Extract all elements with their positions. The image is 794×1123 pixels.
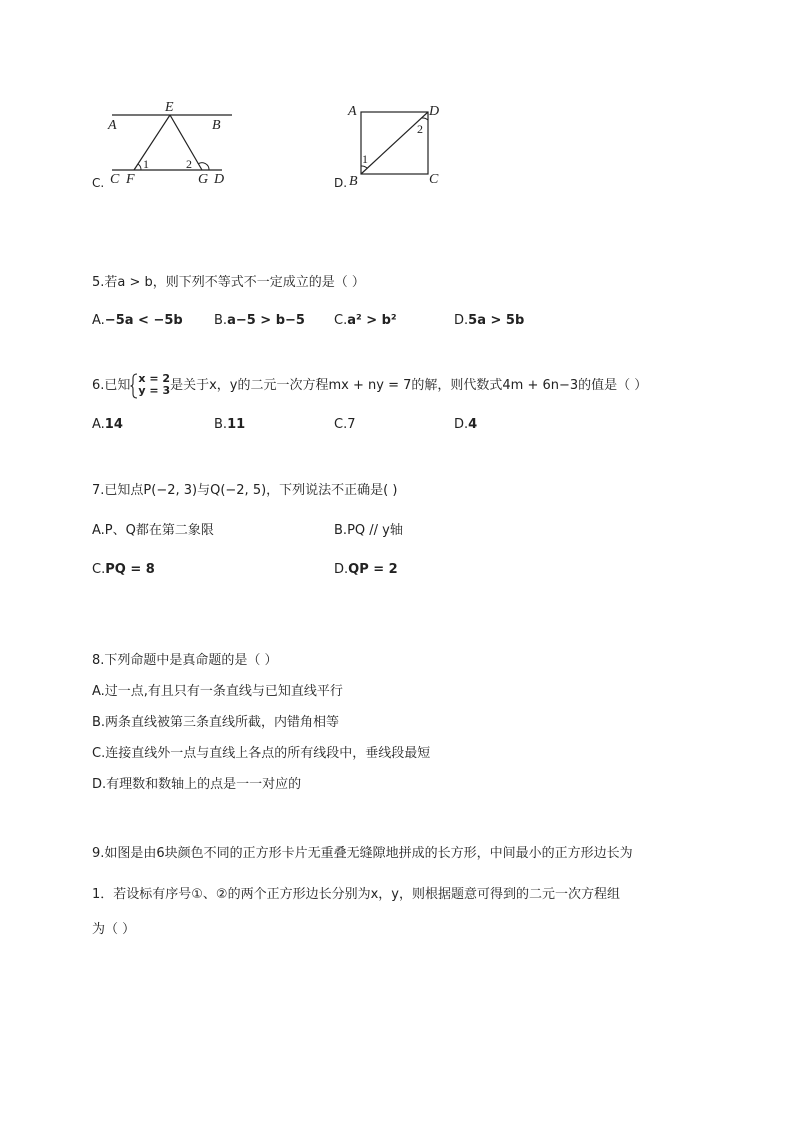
point-c: C xyxy=(429,172,439,187)
point-d: D xyxy=(429,104,440,119)
option-label: D. xyxy=(334,562,349,577)
system-line-2: y = 3 xyxy=(138,384,171,397)
q7-stem: 7.已知点P(−2, 3)与Q(−2, 5)，下列说法不正确是( ) xyxy=(92,483,398,498)
option-text: 7 xyxy=(347,417,356,432)
q9-line-3: 为（ ） xyxy=(92,922,136,937)
angle-2-label: 2 xyxy=(186,157,192,171)
q5-option-a xyxy=(92,312,183,330)
point-g: G xyxy=(198,172,209,187)
figure-d-option-label: D. xyxy=(334,176,348,190)
option-label: A. xyxy=(92,523,105,538)
option-text: QP = 2 xyxy=(348,562,398,577)
figure-d xyxy=(334,100,454,195)
option-label: A. xyxy=(92,313,105,328)
q5-option-b xyxy=(214,312,305,330)
angle-2-label: 2 xyxy=(417,122,423,136)
option-label: B. xyxy=(214,313,228,328)
angle-1-label: 1 xyxy=(362,152,368,166)
q8-option-d: D.有理数和数轴上的点是一一对应的 xyxy=(92,777,302,792)
point-e: E xyxy=(165,100,174,115)
q7-option-d xyxy=(334,561,398,579)
q6-option-a xyxy=(92,416,123,434)
point-a: A xyxy=(348,104,357,119)
q5-option-c xyxy=(334,312,397,330)
angle-1-label: 1 xyxy=(143,157,149,171)
q5-stem: 5.若a > b，则下列不等式不一定成立的是（ ） xyxy=(92,275,365,290)
q5-option-d xyxy=(454,312,524,330)
line-ef xyxy=(134,115,170,170)
q8-stem: 8.下列命题中是真命题的是（ ） xyxy=(92,653,278,668)
option-text: a² > b² xyxy=(347,313,397,328)
point-a: A xyxy=(108,118,117,133)
option-text: P、Q都在第二象限 xyxy=(104,523,214,538)
angle-2-arc xyxy=(422,118,428,120)
point-b: B xyxy=(349,174,358,189)
option-label: C. xyxy=(92,562,106,577)
option-text: 5a > 5b xyxy=(468,313,525,328)
option-text: 14 xyxy=(104,417,123,432)
option-label: C. xyxy=(334,313,348,328)
figure-c xyxy=(90,100,240,195)
option-text: 4 xyxy=(468,417,478,432)
point-f: F xyxy=(126,172,135,187)
q8-option-b: B.两条直线被第三条直线所截，内错角相等 xyxy=(92,715,340,730)
figure-c-option-label: C. xyxy=(92,176,105,190)
point-b: B xyxy=(212,118,221,133)
angle-1-arc xyxy=(138,164,141,170)
equation-system xyxy=(130,373,170,399)
option-text: PQ = 8 xyxy=(105,562,155,577)
system-line-1: x = 2 xyxy=(138,372,171,385)
q6-option-b xyxy=(214,416,245,434)
q7-option-a xyxy=(92,522,214,540)
option-text: −5a < −5b xyxy=(104,313,183,328)
q6-option-d xyxy=(454,416,477,434)
q6-suffix: 是关于x，y的二元一次方程mx + ny = 7的解，则代数式4m + 6n−3的值是（ ） xyxy=(170,378,648,393)
brace-icon xyxy=(130,373,138,399)
q8-option-c: C.连接直线外一点与直线上各点的所有线段中，垂线段最短 xyxy=(92,746,431,761)
q7-option-b xyxy=(334,522,403,540)
point-d: D xyxy=(214,172,225,187)
q9-line-2: 1．若设标有序号①、②的两个正方形边长分别为x，y，则根据题意可得到的二元一次方程组 xyxy=(92,887,620,902)
option-label: B. xyxy=(214,417,228,432)
option-label: B. xyxy=(334,523,348,538)
option-text: PQ // y轴 xyxy=(347,523,403,538)
option-label: D. xyxy=(454,417,469,432)
q8-option-a: A.过一点,有且只有一条直线与已知直线平行 xyxy=(92,684,343,699)
option-label: C. xyxy=(334,417,348,432)
option-label: D. xyxy=(454,313,469,328)
q6-option-c xyxy=(334,416,356,434)
q7-option-c xyxy=(92,561,155,579)
option-label: A. xyxy=(92,417,105,432)
option-text: a−5 > b−5 xyxy=(227,313,305,328)
q6-prefix: 6.已知 xyxy=(92,378,131,393)
q6-stem xyxy=(92,372,647,400)
option-text: 11 xyxy=(227,417,246,432)
point-c: C xyxy=(110,172,120,187)
q9-line-1: 9.如图是由6块颜色不同的正方形卡片无重叠无缝隙地拼成的长方形，中间最小的正方形边长为 xyxy=(92,846,633,861)
